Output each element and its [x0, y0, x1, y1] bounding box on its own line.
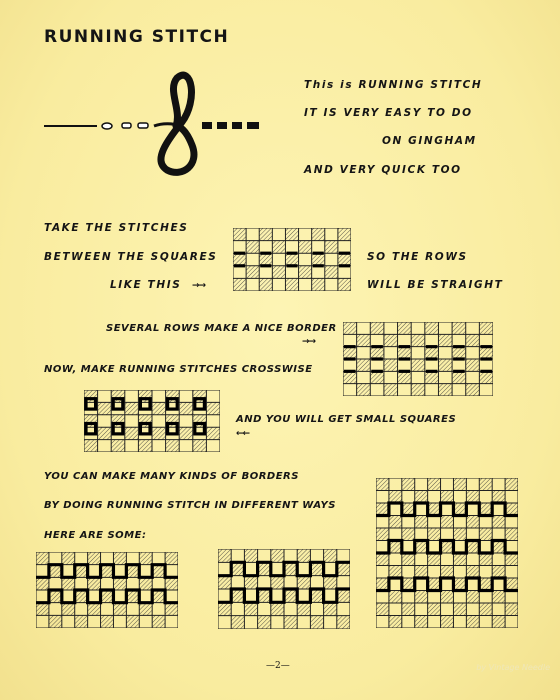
crosswise-text: NOW, MAKE RUNNING STITCHES CROSSWISE	[44, 364, 313, 375]
arrow-right-icon-2: →→	[302, 337, 316, 347]
gingham-squares-figure	[84, 390, 220, 452]
gingham-single-row-figure	[233, 228, 351, 291]
page-title: RUNNING STITCH	[44, 27, 230, 47]
rows-line-1: SO THE ROWS	[367, 251, 468, 263]
borders-line-1: YOU CAN MAKE MANY KINDS OF BORDERS	[44, 471, 299, 482]
intro-line-2: IT IS VERY EASY TO DO	[304, 107, 473, 119]
rows-line-2: WILL BE STRAIGHT	[367, 279, 504, 291]
take-line-1: TAKE THE STITCHES	[44, 222, 189, 234]
several-rows-text: SEVERAL ROWS MAKE A NICE BORDER	[106, 323, 337, 334]
borders-line-2: BY DOING RUNNING STITCH IN DIFFERENT WAYS	[44, 500, 336, 511]
intro-line-1: This is RUNNING STITCH	[304, 79, 483, 91]
arrow-right-icon: →→	[192, 281, 206, 291]
gingham-border-figure	[343, 322, 493, 396]
take-line-2: BETWEEN THE SQUARES	[44, 251, 218, 263]
page-number: —2—	[266, 661, 290, 671]
intro-line-4: AND VERY QUICK TOO	[304, 164, 462, 176]
take-line-3: LIKE THIS	[110, 279, 182, 291]
small-squares-text: AND YOU WILL GET SMALL SQUARES	[236, 414, 457, 425]
intro-line-3: ON GINGHAM	[382, 135, 477, 147]
border-example-3	[376, 478, 518, 628]
borders-line-3: HERE ARE SOME:	[44, 530, 147, 541]
arrow-left-icon: ←←	[236, 429, 250, 439]
border-example-2	[218, 549, 350, 629]
needle-thread-illustration	[42, 70, 262, 180]
border-example-1	[36, 552, 178, 628]
watermark: by Vintage Needle	[476, 663, 550, 672]
